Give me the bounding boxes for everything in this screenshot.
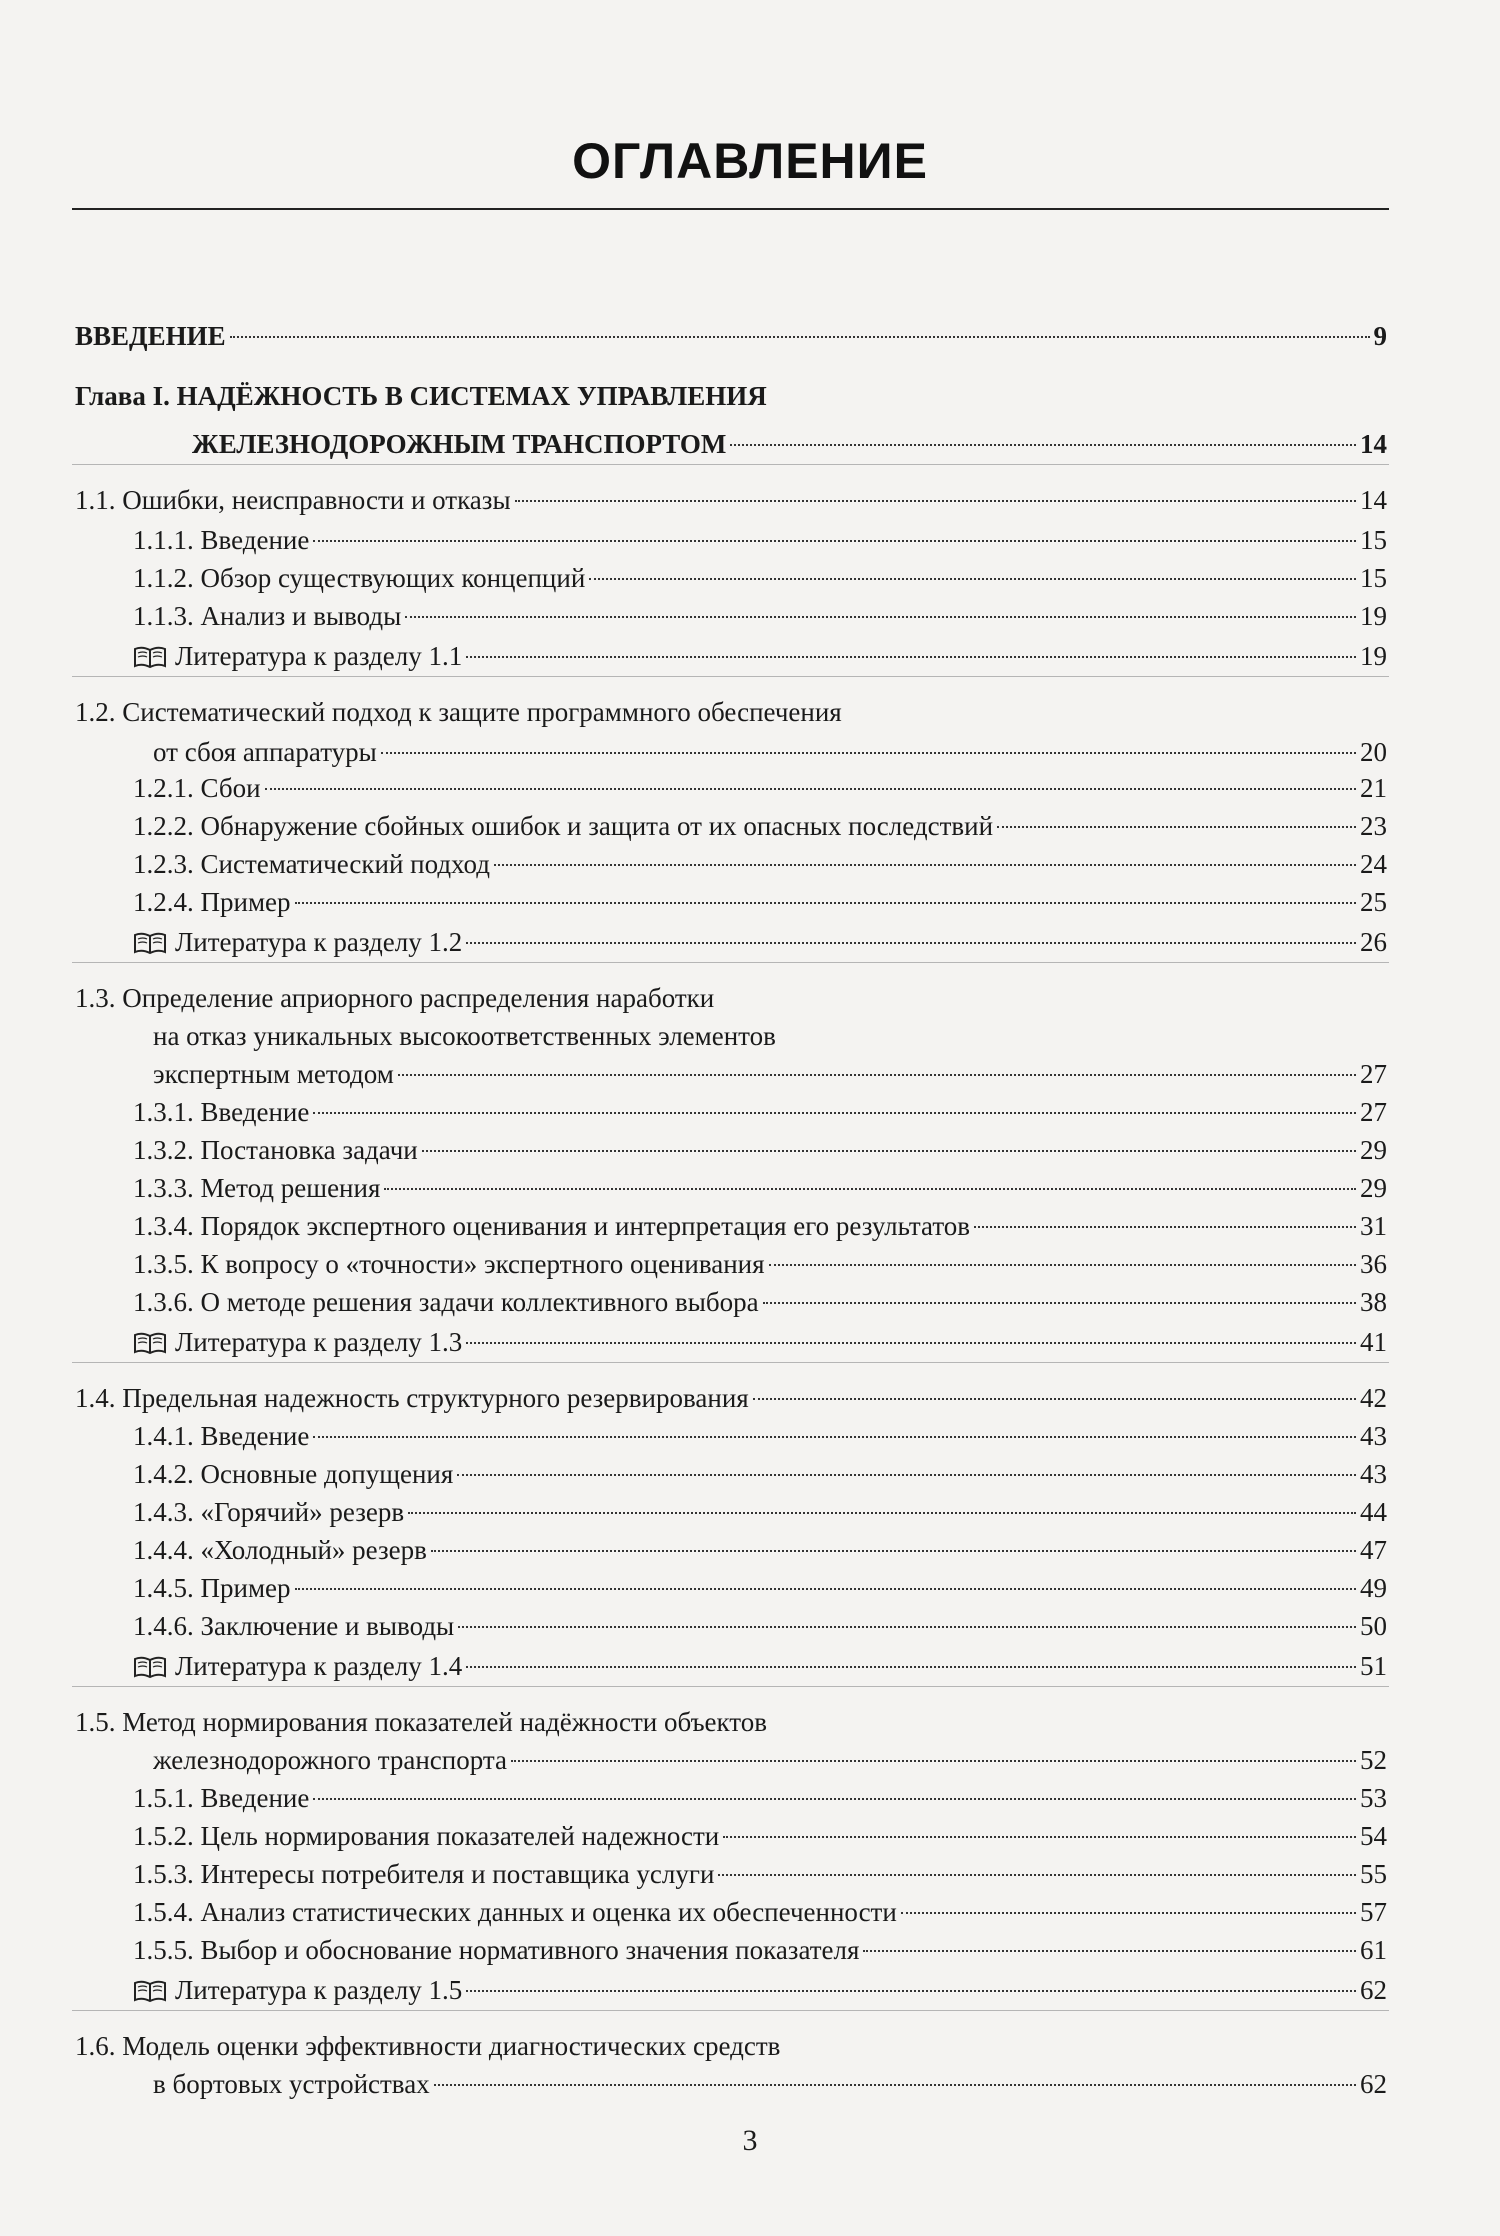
toc-entry-text: 1.4.4. «Холодный» резерв <box>133 1535 427 1565</box>
toc-entry[interactable] <box>133 1284 1387 1320</box>
dot-leader <box>901 1912 1356 1914</box>
dot-leader <box>515 500 1356 502</box>
toc-entry[interactable] <box>75 378 767 414</box>
dot-leader <box>457 1474 1356 1476</box>
dot-leader <box>511 1760 1356 1762</box>
dot-leader <box>313 540 1356 542</box>
toc-page-number: 57 <box>1360 1897 1387 1927</box>
toc-page-number: 19 <box>1360 641 1387 671</box>
dot-leader <box>718 1874 1356 1876</box>
dot-leader <box>398 1074 1356 1076</box>
toc-page-number: 15 <box>1360 525 1387 555</box>
toc-entry-text: экспертным методом <box>153 1059 394 1089</box>
toc-entry[interactable] <box>133 1094 1387 1130</box>
toc-entry-text: железнодорожного транспорта <box>153 1745 507 1775</box>
toc-entry-text: 1.2.4. Пример <box>133 887 291 917</box>
toc-entry-text: 1.5. Метод нормирования показателей надёжности объектов <box>75 1707 767 1737</box>
toc-entry-title <box>133 1648 462 1684</box>
page-title: ОГЛАВЛЕНИЕ <box>572 133 928 189</box>
toc-entry-title <box>192 426 726 462</box>
dot-leader <box>405 616 1356 618</box>
dot-leader <box>265 788 1356 790</box>
toc-entry-title <box>133 1094 309 1130</box>
book-icon <box>133 928 167 960</box>
toc-entry[interactable] <box>133 638 1387 674</box>
toc-entry-text: 1.5.2. Цель нормирования показателей надежности <box>133 1821 720 1851</box>
dot-leader <box>589 578 1356 580</box>
dot-leader <box>381 752 1356 754</box>
toc-entry-text: 1.1.3. Анализ и выводы <box>133 601 402 631</box>
toc-page-number: 55 <box>1360 1859 1387 1889</box>
toc-entry-title <box>133 1972 462 2008</box>
toc-entry-text: 1.3.2. Постановка задачи <box>133 1135 418 1165</box>
toc-page-number: 61 <box>1360 1935 1387 1965</box>
toc-entry-title <box>153 2066 430 2102</box>
toc-entry[interactable] <box>133 1532 1387 1568</box>
toc-entry-title <box>133 1780 309 1816</box>
toc-entry-title <box>75 983 714 1013</box>
toc-page-number: 54 <box>1360 1821 1387 1851</box>
toc-entry-text: 1.5.5. Выбор и обоснование нормативного значения показателя <box>133 1935 860 1965</box>
toc-page-number: 62 <box>1360 2069 1387 2099</box>
toc-page-number: 14 <box>1360 485 1387 515</box>
toc-entry-text: 1.4.3. «Горячий» резерв <box>133 1497 405 1527</box>
toc-entry-text: в бортовых устройствах <box>153 2069 430 2099</box>
toc-page-number: 43 <box>1360 1459 1387 1489</box>
toc-page-number: 38 <box>1360 1287 1387 1317</box>
toc-entry[interactable] <box>133 1856 1387 1892</box>
toc-entry-title <box>75 381 767 411</box>
toc-page-number: 31 <box>1360 1211 1387 1241</box>
toc-entry-title <box>75 1380 749 1416</box>
toc-entry-text: на отказ уникальных высокоответственных элементов <box>153 1021 776 1051</box>
toc-entry[interactable] <box>133 1972 1387 2008</box>
book-icon <box>133 642 167 674</box>
toc-entry-text: 1.4.1. Введение <box>133 1421 310 1451</box>
toc-entry[interactable] <box>153 2066 1387 2102</box>
toc-page-number: 24 <box>1360 849 1387 879</box>
toc-page-number: 51 <box>1360 1651 1387 1681</box>
toc-entry-title <box>75 1707 767 1737</box>
toc-entry[interactable] <box>133 1494 1387 1530</box>
toc-entry-title <box>133 560 585 596</box>
dot-leader <box>466 1666 1356 1668</box>
book-icon <box>133 1976 167 2008</box>
toc-entry-title <box>133 1208 970 1244</box>
dot-leader <box>384 1188 1356 1190</box>
dot-leader <box>422 1150 1356 1152</box>
dot-leader <box>466 942 1356 944</box>
toc-entry-text: 1.2. Систематический подход к защите программного обеспечения <box>75 697 842 727</box>
toc-entry-title <box>133 1894 897 1930</box>
toc-entry[interactable] <box>192 426 1387 462</box>
toc-entry-title <box>133 1818 719 1854</box>
toc-entry-title <box>75 482 511 518</box>
dot-leader <box>313 1436 1356 1438</box>
toc-entry-text: 1.4.5. Пример <box>133 1573 291 1603</box>
toc-page-number: 14 <box>1360 429 1387 459</box>
toc-entry[interactable] <box>153 734 1387 770</box>
toc-entry[interactable] <box>153 1018 776 1054</box>
dot-leader <box>295 1588 1356 1590</box>
toc-entry[interactable] <box>133 924 1387 960</box>
dot-leader <box>408 1512 1356 1514</box>
toc-entry[interactable] <box>133 598 1387 634</box>
dot-leader <box>769 1264 1356 1266</box>
toc-entry-title <box>133 924 462 960</box>
toc-entry[interactable] <box>75 318 1387 354</box>
toc-entry-title <box>133 1932 859 1968</box>
toc-entry-title <box>153 1056 394 1092</box>
toc-page-number: 42 <box>1360 1383 1387 1413</box>
toc-entry[interactable] <box>153 1742 1387 1778</box>
dot-leader <box>295 902 1356 904</box>
toc-entry-text: Литература к разделу 1.4 <box>175 1651 463 1681</box>
toc-entry-text: 1.3.5. К вопросу о «точности» экспертного оценивания <box>133 1249 765 1279</box>
dot-leader <box>313 1798 1356 1800</box>
toc-page-number: 47 <box>1360 1535 1387 1565</box>
toc-entry[interactable] <box>133 1894 1387 1930</box>
toc-entry[interactable] <box>133 1932 1387 1968</box>
toc-entry[interactable] <box>133 1170 1387 1206</box>
page-number: 3 <box>742 2124 758 2157</box>
section-divider <box>72 676 1389 677</box>
toc-page-number: 52 <box>1360 1745 1387 1775</box>
toc-entry[interactable] <box>133 1246 1387 1282</box>
toc-entry[interactable] <box>133 1456 1387 1492</box>
toc-entry[interactable] <box>133 1208 1387 1244</box>
toc-entry-text: Литература к разделу 1.3 <box>175 1327 463 1357</box>
section-divider <box>72 1686 1389 1687</box>
toc-entry-text: от сбоя аппаратуры <box>153 737 377 767</box>
toc-entry-text: 1.3.1. Введение <box>133 1097 310 1127</box>
toc-page-number: 9 <box>1373 321 1387 351</box>
toc-entry-text: Литература к разделу 1.1 <box>175 641 463 671</box>
toc-page-number: 49 <box>1360 1573 1387 1603</box>
dot-leader <box>431 1550 1356 1552</box>
dot-leader <box>974 1226 1356 1228</box>
toc-page-number: 25 <box>1360 887 1387 917</box>
toc-entry-text: 1.6. Модель оценки эффективности диагностических средств <box>75 2031 781 2061</box>
toc-entry[interactable] <box>133 1418 1387 1454</box>
section-divider <box>72 1362 1389 1363</box>
toc-page-number: 23 <box>1360 811 1387 841</box>
dot-leader <box>763 1302 1356 1304</box>
toc-entry-title <box>133 808 993 844</box>
toc-entry[interactable] <box>133 1608 1387 1644</box>
toc-entry[interactable] <box>133 1780 1387 1816</box>
dot-leader <box>863 1950 1356 1952</box>
dot-leader <box>753 1398 1356 1400</box>
toc-entry-text: 1.3. Определение априорного распределения наработки <box>75 983 715 1013</box>
toc-entry[interactable] <box>133 808 1387 844</box>
toc-entry-text: ВВЕДЕНИЕ <box>75 321 226 351</box>
dot-leader <box>458 1626 1356 1628</box>
toc-entry-title <box>133 1608 454 1644</box>
toc-page-number: 62 <box>1360 1975 1387 2005</box>
toc-entry-text: 1.1. Ошибки, неисправности и отказы <box>75 485 511 515</box>
section-divider <box>72 962 1389 963</box>
toc-entry-title <box>133 1856 714 1892</box>
toc-entry[interactable] <box>133 560 1387 596</box>
toc-entry-title <box>133 1284 759 1320</box>
toc-entry-title <box>133 1456 453 1492</box>
toc-entry[interactable] <box>75 1704 767 1740</box>
toc-entry-title <box>75 2031 780 2061</box>
toc-entry-title <box>153 1742 507 1778</box>
toc-entry[interactable] <box>75 2028 780 2064</box>
section-divider <box>72 2010 1389 2011</box>
toc-entry[interactable] <box>133 1648 1387 1684</box>
toc-entry-text: 1.4.6. Заключение и выводы <box>133 1611 455 1641</box>
dot-leader <box>434 2084 1356 2086</box>
toc-entry-text: Литература к разделу 1.2 <box>175 927 463 957</box>
toc-entry-text: Литература к разделу 1.5 <box>175 1975 463 2005</box>
toc-entry[interactable] <box>75 980 714 1016</box>
toc-entry[interactable] <box>75 1380 1387 1416</box>
toc-entry-title <box>75 318 226 354</box>
toc-entry-text: 1.5.1. Введение <box>133 1783 310 1813</box>
toc-entry-title <box>75 697 842 727</box>
toc-entry-text: 1.2.1. Сбои <box>133 773 261 803</box>
dot-leader <box>723 1836 1356 1838</box>
toc-entry[interactable] <box>133 884 1387 920</box>
toc-entry-title <box>133 846 490 882</box>
toc-page-number: 29 <box>1360 1135 1387 1165</box>
toc-entry[interactable] <box>153 1056 1387 1092</box>
toc-page-number: 41 <box>1360 1327 1387 1357</box>
toc-entry-text: 1.1.1. Введение <box>133 525 310 555</box>
book-icon <box>133 1328 167 1360</box>
toc-page-number: 43 <box>1360 1421 1387 1451</box>
toc-entry-text: 1.4.2. Основные допущения <box>133 1459 454 1489</box>
toc-page-number: 27 <box>1360 1097 1387 1127</box>
toc-entry[interactable] <box>75 694 842 730</box>
toc-entry-title <box>133 1570 291 1606</box>
dot-leader <box>997 826 1356 828</box>
toc-page-number: 20 <box>1360 737 1387 767</box>
dot-leader <box>313 1112 1356 1114</box>
toc-entry-title <box>133 1170 380 1206</box>
toc-entry[interactable] <box>133 522 1387 558</box>
dot-leader <box>466 1342 1356 1344</box>
toc-entry[interactable] <box>133 770 1387 806</box>
toc-entry[interactable] <box>133 1818 1387 1854</box>
toc-entry-title <box>133 638 462 674</box>
dot-leader <box>494 864 1356 866</box>
book-icon <box>133 1652 167 1684</box>
toc-page-number: 21 <box>1360 773 1387 803</box>
toc-entry[interactable] <box>133 846 1387 882</box>
toc-page-number: 53 <box>1360 1783 1387 1813</box>
toc-entry-title <box>153 1021 776 1051</box>
toc-entry-text: 1.4. Предельная надежность структурного резервирования <box>75 1383 749 1413</box>
toc-page-number: 44 <box>1360 1497 1387 1527</box>
toc-entry-text: 1.3.6. О методе решения задачи коллективного выбора <box>133 1287 759 1317</box>
toc-entry-text: 1.1.2. Обзор существующих концепций <box>133 563 586 593</box>
toc-entry-text: 1.3.4. Порядок экспертного оценивания и интерпретация его результатов <box>133 1211 971 1241</box>
toc-page-number: 29 <box>1360 1173 1387 1203</box>
toc-entry-title <box>133 884 291 920</box>
toc-entry-title <box>153 734 377 770</box>
toc-entry-title <box>133 1532 427 1568</box>
toc-entry[interactable] <box>133 1132 1387 1168</box>
toc-entry-title <box>133 1246 765 1282</box>
toc-entry-text: 1.3.3. Метод решения <box>133 1173 381 1203</box>
toc-entry-text: 1.5.3. Интересы потребителя и поставщика услуги <box>133 1859 715 1889</box>
toc-entry-title <box>133 770 261 806</box>
toc-page-number: 19 <box>1360 601 1387 631</box>
toc-page-number: 27 <box>1360 1059 1387 1089</box>
toc-entry-title <box>133 1324 462 1360</box>
toc-page-number: 15 <box>1360 563 1387 593</box>
toc-page-number: 36 <box>1360 1249 1387 1279</box>
toc-entry-title <box>133 1132 418 1168</box>
toc-entry[interactable] <box>75 482 1387 518</box>
dot-leader <box>466 656 1356 658</box>
dot-leader <box>466 1990 1356 1992</box>
toc-page-number: 26 <box>1360 927 1387 957</box>
toc-entry-title <box>133 522 309 558</box>
toc-entry-text: 1.2.3. Систематический подход <box>133 849 490 879</box>
toc-entry-text: 1.5.4. Анализ статистических данных и оценка их обеспеченности <box>133 1897 897 1927</box>
toc-entry[interactable] <box>133 1324 1387 1360</box>
toc-entry-title <box>133 1418 309 1454</box>
toc-entry-text: 1.2.2. Обнаружение сбойных ошибок и защита от их опасных последствий <box>133 811 994 841</box>
section-divider <box>72 464 1389 465</box>
dot-leader <box>230 336 1370 338</box>
toc-entry-text: ЖЕЛЕЗНОДОРОЖНЫМ ТРАНСПОРТОМ <box>192 429 727 459</box>
toc-entry-title <box>133 598 401 634</box>
toc-page-number: 50 <box>1360 1611 1387 1641</box>
dot-leader <box>730 444 1356 446</box>
toc-entry-text: Глава I. НАДЁЖНОСТЬ В СИСТЕМАХ УПРАВЛЕНИЯ <box>75 381 767 411</box>
toc-entry-title <box>133 1494 404 1530</box>
toc-entry[interactable] <box>133 1570 1387 1606</box>
